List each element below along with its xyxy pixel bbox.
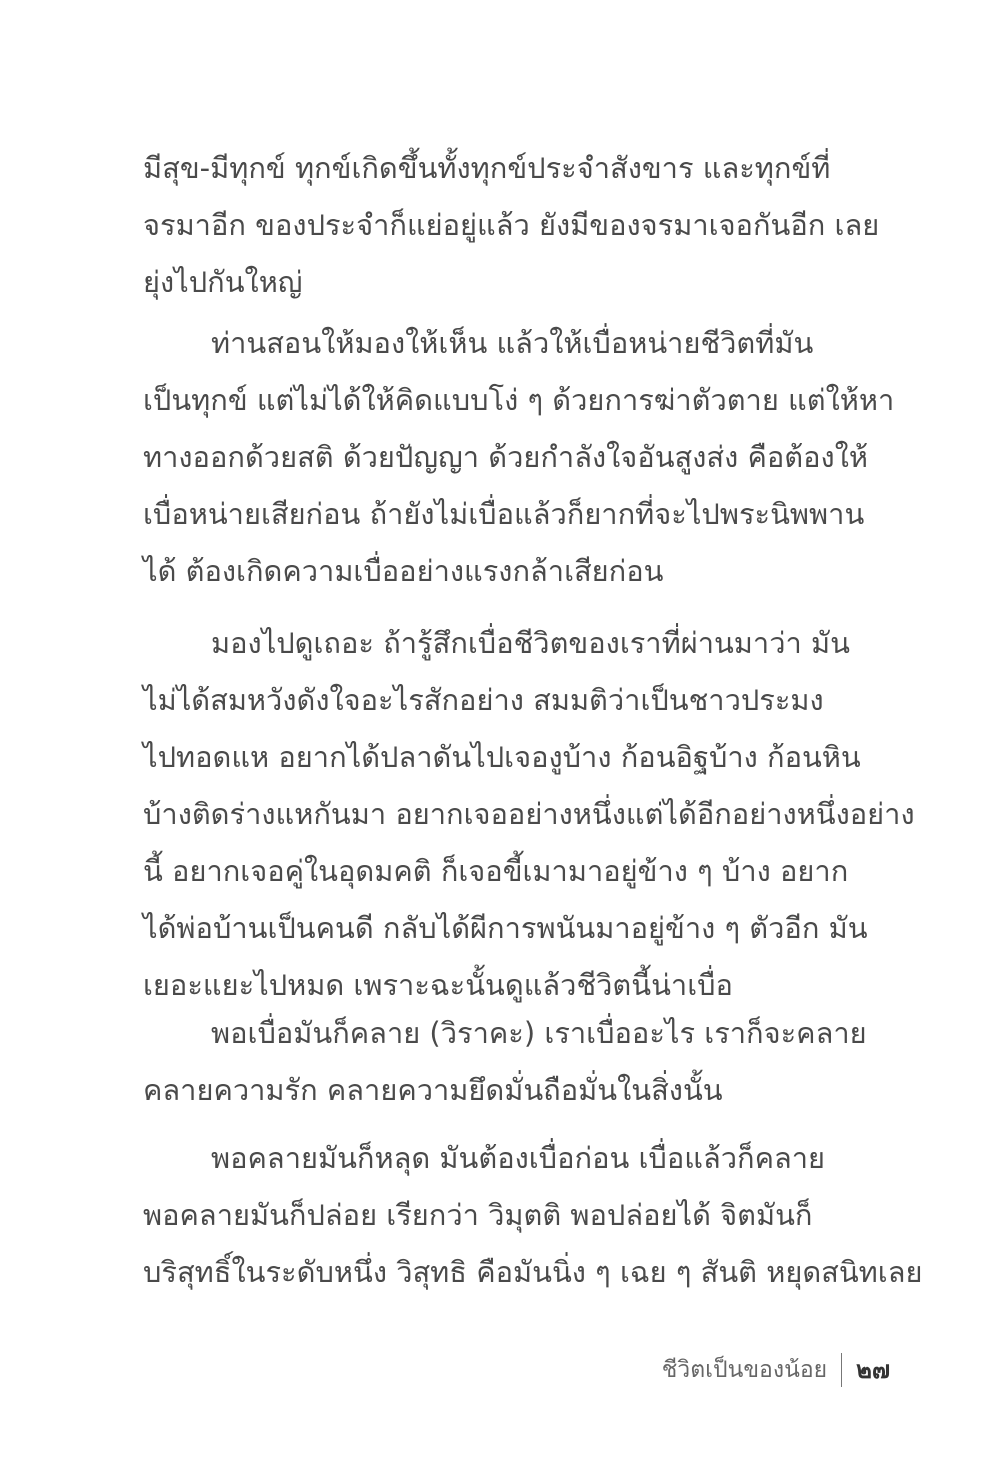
text-line: ไปทอดแห อยากได้ปลาดันไปเจองูบ้าง ก้อนอิฐบ้าง ก้อนหิน <box>143 740 861 774</box>
text-line: ได้พ่อบ้านเป็นคนดี กลับได้ผีการพนันมาอยู่ข้าง ๆ ตัวอีก มัน <box>143 911 868 945</box>
paragraph <box>143 315 895 600</box>
text-line: เบื่อหน่ายเสียก่อน ถ้ายังไม่เบื่อแล้วก็ยากที่จะไปพระนิพพาน <box>143 497 865 531</box>
text-line: ท่านสอนให้มองให้เห็น แล้วให้เบื่อหน่ายชีวิตที่มัน <box>211 326 814 360</box>
paragraph <box>143 140 887 311</box>
text-line: ได้ ต้องเกิดความเบื่ออย่างแรงกล้าเสียก่อน <box>143 554 664 588</box>
text-line: ทางออกด้วยสติ ด้วยปัญญา ด้วยกำลังใจอันสูงส่ง คือต้องให้ <box>143 440 868 474</box>
text-line: นี้ อยากเจอคู่ในอุดมคติ ก็เจอขี้เมามาอยู่ข้าง ๆ บ้าง อยาก <box>143 854 849 888</box>
text-line: เป็นทุกข์ แต่ไม่ได้ให้คิดแบบโง่ ๆ ด้วยการฆ่าตัวตาย แต่ให้หา <box>143 383 895 417</box>
text-line: ไม่ได้สมหวังดังใจอะไรสักอย่าง สมมติว่าเป็นชาวประมง <box>143 683 824 717</box>
text-line: เยอะแยะไปหมด เพราะฉะนั้นดูแล้วชีวิตนี้น่าเบื่อ <box>143 968 733 1002</box>
text-line: ยุ่งไปกันใหญ่ <box>143 265 303 299</box>
paragraph <box>143 1130 923 1301</box>
running-title: ชีวิตเป็นของน้อย <box>661 1356 828 1383</box>
text-line: จรมาอีก ของประจำก็แย่อยู่แล้ว ยังมีของจรมาเจอกันอีก เลย <box>143 208 880 242</box>
text-line: บ้างติดร่างแหกันมา อยากเจออย่างหนึ่งแต่ได้อีกอย่างหนึ่งอย่าง <box>143 797 915 831</box>
footer-divider <box>841 1353 842 1387</box>
text-line: คลายความรัก คลายความยึดมั่นถือมั่นในสิ่งนั้น <box>143 1073 723 1107</box>
text-line: มองไปดูเถอะ ถ้ารู้สึกเบื่อชีวิตของเราที่ผ่านมาว่า มัน <box>211 626 850 660</box>
paragraph <box>143 1005 887 1119</box>
text-line: มีสุข-มีทุกข์ ทุกข์เกิดขึ้นทั้งทุกข์ประจำสังขาร และทุกข์ที่ <box>143 151 831 185</box>
text-line: พอคลายมันก็ปล่อย เรียกว่า วิมุตติ พอปล่อยได้ จิตมันก็ <box>143 1198 813 1232</box>
paragraph <box>143 615 915 1014</box>
text-line: พอคลายมันก็หลุด มันต้องเบื่อก่อน เบื่อแล้วก็คลาย <box>211 1141 826 1175</box>
page-footer <box>662 1350 890 1389</box>
text-line: บริสุทธิ์ในระดับหนึ่ง วิสุทธิ คือมันนิ่ง ๆ เฉย ๆ สันติ หยุดสนิทเลย <box>143 1255 923 1289</box>
page-number: ๒๗ <box>856 1356 890 1384</box>
text-line: พอเบื่อมันก็คลาย (วิราคะ) เราเบื่ออะไร เราก็จะคลาย <box>211 1016 867 1050</box>
